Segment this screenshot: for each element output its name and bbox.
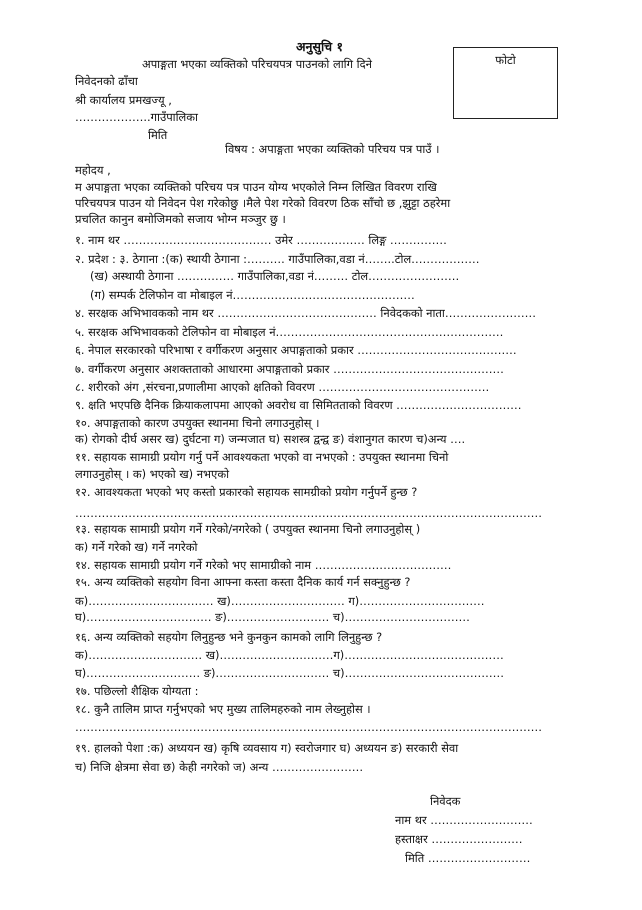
field-damage-details: ८. शरीरको अंग ,संरचना,प्रणालीमा आएको क्षतिको विवरण ……………………………………… <box>75 380 490 394</box>
field-cause-options: क) रोगको दीर्घ असर ख) दुर्घटना ग) जन्मजात घ) सशस्त्र द्वन्द्व ङ) वंशानुगत कारण च)अन्य …. <box>75 432 466 446</box>
field-assisted-tasks: १६. अन्य व्यक्तिको सहयोग लिनुहुन्छ भने कुनकुन कामको लागि लिनुहुन्छ ? <box>75 630 383 644</box>
field-guardian-name: ४. सरक्षक अभिभावकको नाम थर …………………………………… निवेदकको नाता…………………… <box>75 306 536 320</box>
field-occupation: १९. हालको पेशा :क) अध्ययन ख) कृषि व्यवसाय ग) स्वरोजगार घ) अध्ययन ङ) सरकारी सेवा <box>75 741 459 755</box>
field-independent-tasks: १५. अन्य व्यक्तिको सहयोग विना आफ्ना कस्ता कस्ता दैनिक कार्य गर्न सक्नुहुन्छ ? <box>75 575 411 589</box>
field-disability-type: ६. नेपाल सरकारको परिभाषा र वर्गीकरण अनुसार अपाङ्गताको प्रकार …………………………………… <box>75 343 517 357</box>
signature-sign-line: हस्ताक्षर …………………… <box>395 832 523 846</box>
field-name-age-gender: १. नाम थर ………………………………… उमेर ……………… लिङ्ग …………… <box>75 233 447 247</box>
format-label: निवेदनको ढाँचा <box>75 74 138 88</box>
municipality-line: ………………..गाउँपालिका <box>75 110 198 124</box>
subject-line: विषय : अपाङ्गता भएका व्यक्तिको परिचय पत्र पाउँ । <box>225 142 440 156</box>
field-aid-need-options: लगाउनुहोस् । क) भएको ख) नभएको <box>75 467 230 481</box>
office-line: श्री कार्यालय प्रमखज्यू , <box>75 93 172 107</box>
intro-line-1: म अपाङ्गता भएका व्यक्तिको परिचय पत्र पाउन योग्य भएकोले निम्न लिखित विवरण राखि <box>75 180 437 194</box>
signature-date-line: मिति ……………………… <box>405 851 531 865</box>
field-aid-name: १४. सहायक सामाग्री प्रयोग गर्ने गरेको भए सामाग्रीको नाम ……………………………… <box>75 558 452 572</box>
intro-line-2: परिचयपत्र पाउन यो निवेदन पेश गरेकोछु ।मैले पेश गरेको विवरण ठिक साँचो छ ,झुट्टा ठहरेमा <box>75 196 451 210</box>
intro-line-3: प्रचलित कानुन बमोजिमको सजाय भोग्न मञ्जुर छु । <box>75 212 286 226</box>
date-line: मिति <box>148 128 168 142</box>
field-temporary-address: (ख) अस्थायी ठेगाना …………… गाउँपालिका,वडा नं……… टोल…………………… <box>90 269 460 283</box>
field-aid-usage-options: क) गर्ने गरेको ख) गर्ने नगरेको <box>75 540 198 554</box>
field-province-address: २. प्रदेश : ३. ठेगाना :(क) स्थायी ठेगाना :………. गाउँपालिका,वडा नं……..टोल……………… <box>75 252 480 266</box>
photo-label: फोटो <box>495 53 516 67</box>
field-contact-phone: (ग) सम्पर्क टेलिफोन वा मोबाइल नं………………………………………… <box>90 288 415 302</box>
field-training: १८. कुनै तालिम प्राप्त गर्नुभएको भए मुख्य तालिमहरुको नाम लेख्नुहोस । <box>75 702 371 716</box>
field-aid-type-blank: …………………………………………………………………………………………………………… <box>75 506 543 520</box>
field-aid-type: १२. आवश्यकता भएको भए कस्तो प्रकारको सहायक सामग्रीको प्रयोग गर्नुपर्ने हुन्छ ? <box>75 485 418 499</box>
photo-box <box>453 47 558 119</box>
field-training-blank: …………………………………………………………………………………………………………… <box>75 720 543 734</box>
field-daily-obstacles: ९. क्षति भएपछि दैनिक क्रियाकलापमा आएको अवरोध वा सिमितताको विवरण …………………………… <box>75 398 522 412</box>
field-independent-tasks-row-2: घ)…………………………… ङ)……………………… च)…………………………… <box>75 610 470 624</box>
signature-applicant-label: निवेदक <box>430 794 461 808</box>
field-aid-need: ११. सहायक सामाग्री प्रयोग गर्नु पर्ने आवश्यकता भएको वा नभएको : उपयुक्त स्थानमा चिनो <box>75 450 449 464</box>
field-assisted-tasks-row-2: घ)………………………… ङ)………………………… च)…………………………………… <box>75 666 505 680</box>
field-assisted-tasks-row-1: क)………………………… ख)…………………………ग)…………………………………… <box>75 648 504 662</box>
signature-name-line: नाम थर ……………………… <box>395 813 533 827</box>
field-aid-usage: १३. सहायक सामाग्री प्रयोग गर्ने गरेको/नगरेको ( उपयुक्त स्थानमा चिनो लगाउनुहोस् ) <box>75 522 421 536</box>
field-occupation-options: च) निजि क्षेत्रमा सेवा छ) केही नगरेको ज) अन्य …………………… <box>75 760 364 774</box>
salutation: महोदय , <box>75 163 111 177</box>
field-cause-heading: १०. अपाङ्गताको कारण उपयुक्त स्थानमा चिनो लगाउनुहोस् । <box>75 416 320 430</box>
field-guardian-phone: ५. सरक्षक अभिभावकको टेलिफोन वा मोबाइल नं…………………………………………………… <box>75 325 504 339</box>
form-subtitle: अपाङ्गता भएका व्यक्तिको परिचयपत्र पाउनको लागि दिने <box>142 57 372 71</box>
field-independent-tasks-row-1: क)…………………………… ख)………………………… ग)…………………………… <box>75 594 485 608</box>
form-title: अनुसुचि १ <box>296 39 343 54</box>
field-education: १७. पछिल्लो शैक्षिक योग्यता : <box>75 684 199 698</box>
field-severity-type: ७. वर्गीकरण अनुसार अशक्तताको आधारमा अपाङ्गताको प्रकार ……………………………………… <box>75 362 504 376</box>
